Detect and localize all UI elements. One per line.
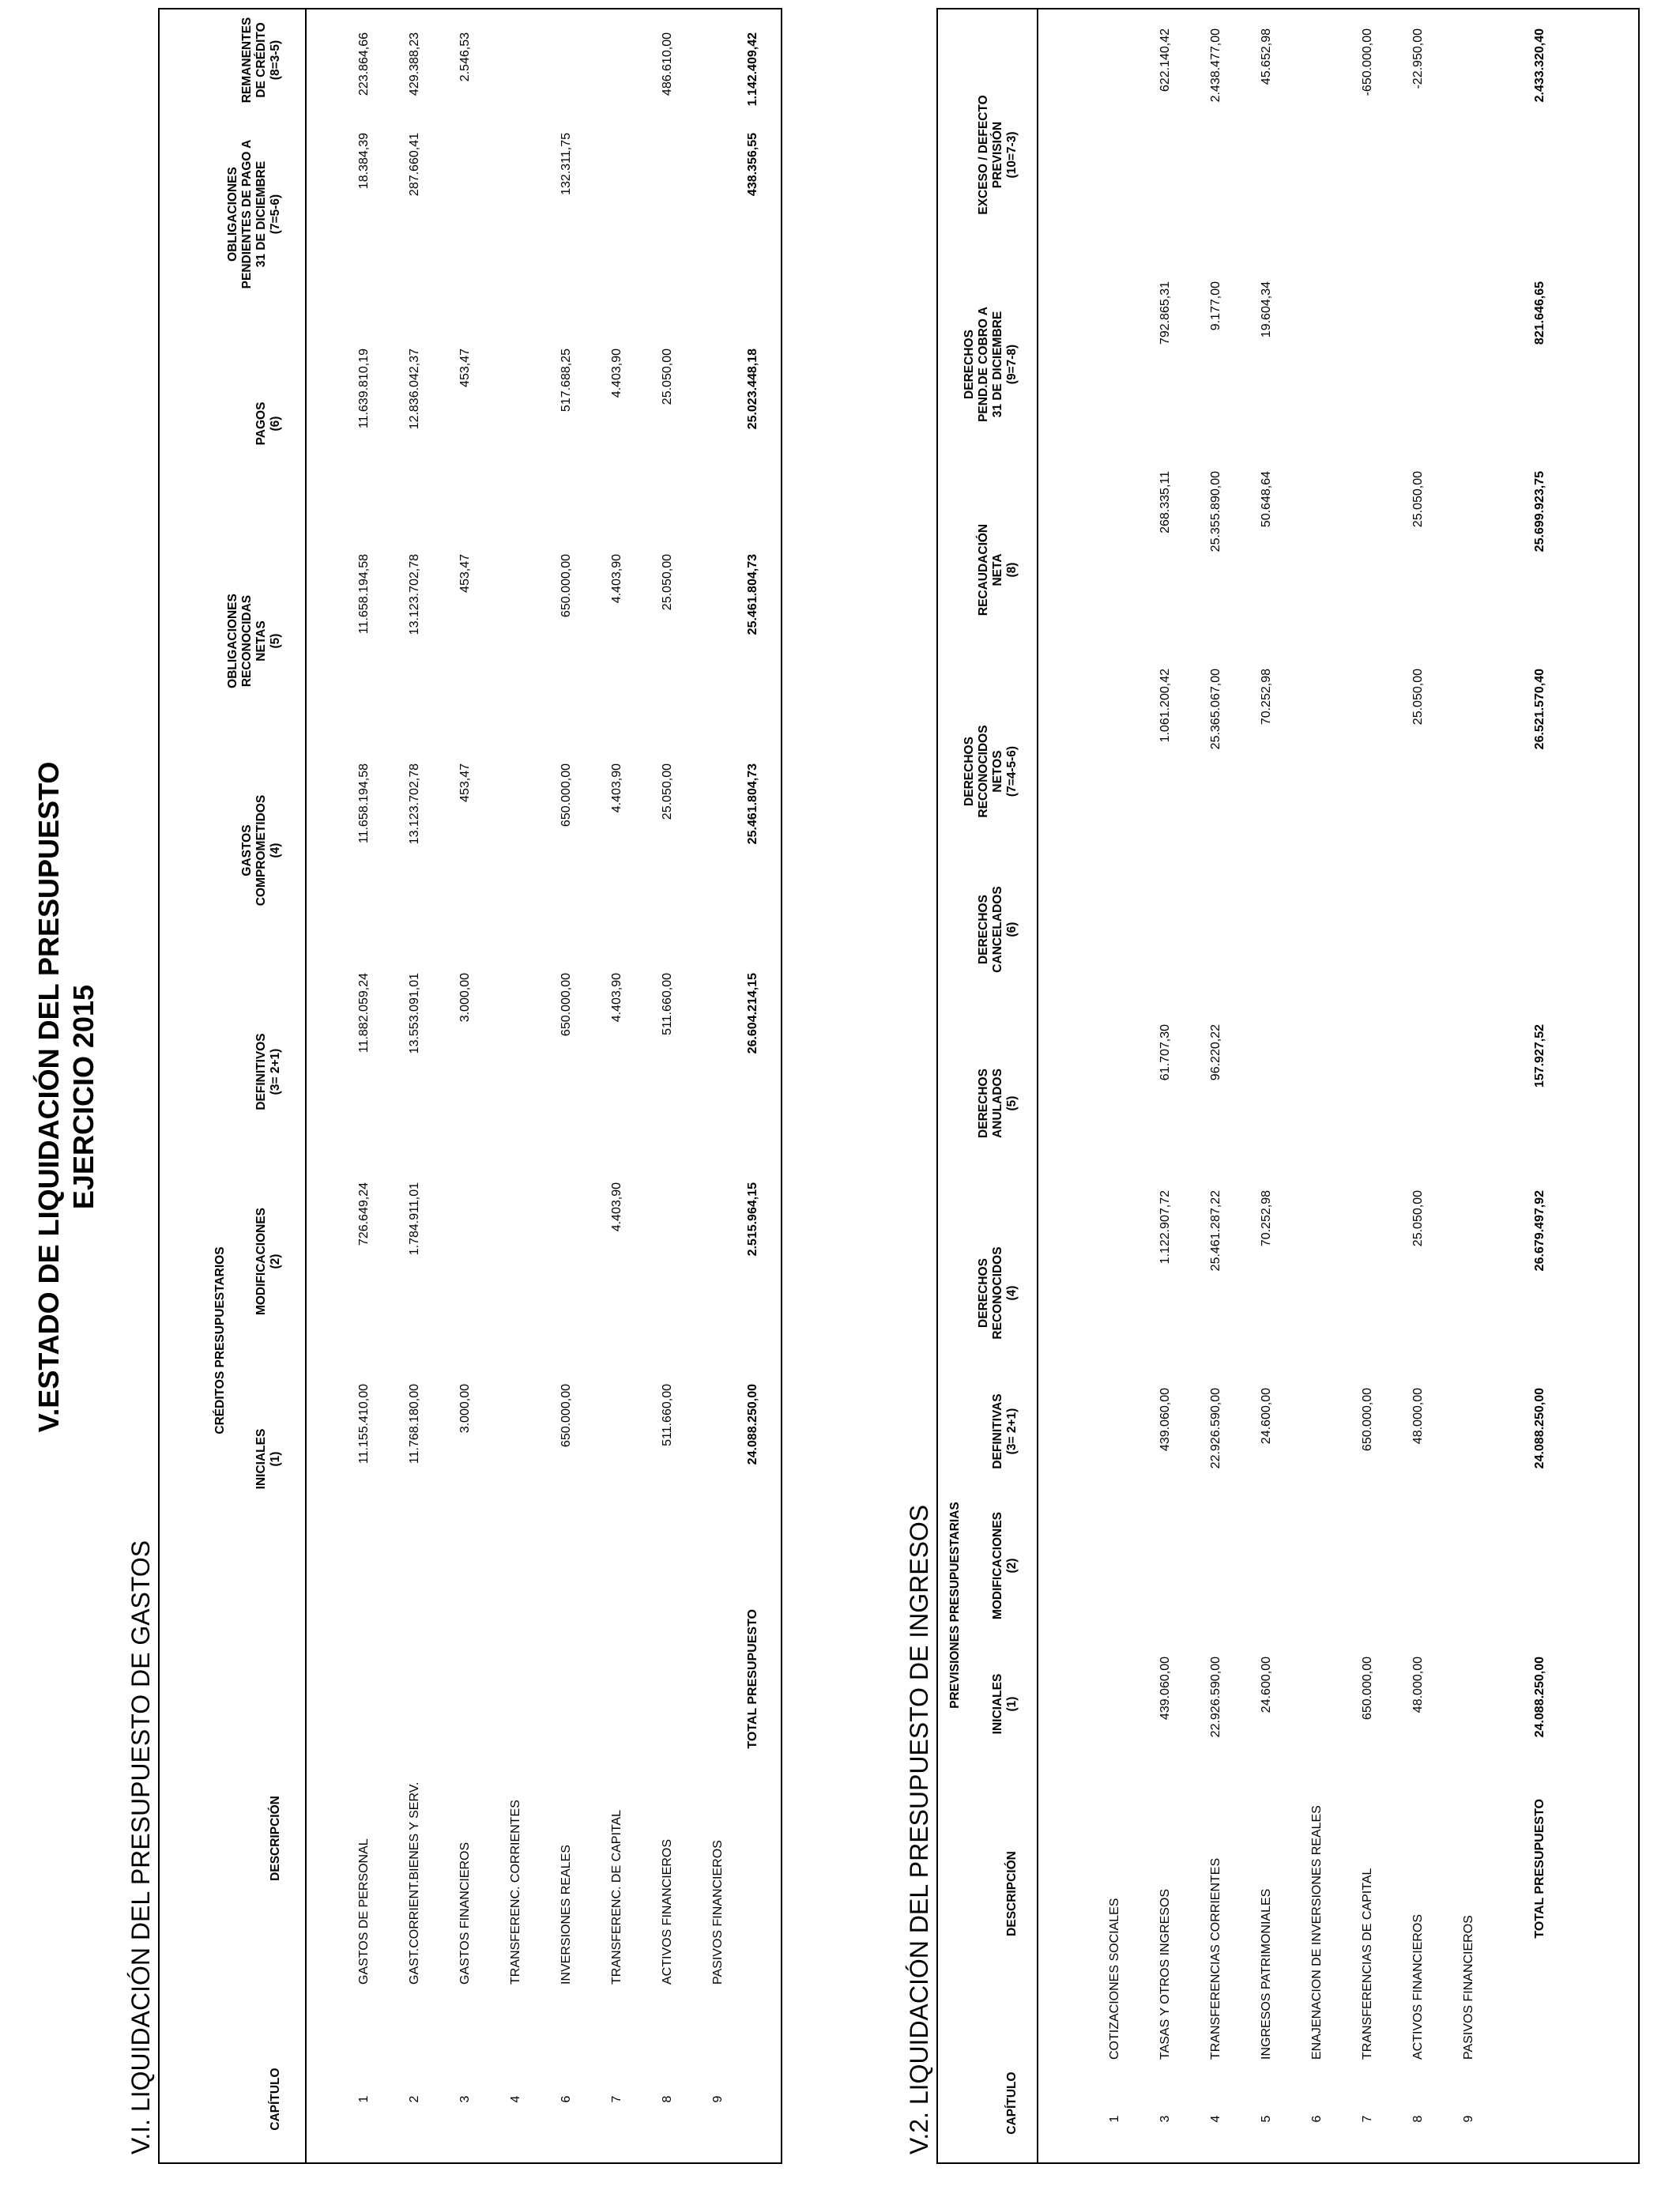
gastos-row-value: 650.000,00 (559, 1384, 573, 1448)
ingresos-row-value: -22.950,00 (1411, 28, 1425, 89)
gastos-total-value: 24.088.250,00 (746, 1384, 759, 1465)
ingresos-header-c3 (991, 1376, 1019, 1487)
gastos-row-value: 132.311,75 (559, 133, 573, 195)
gastos-header-c8-line: DE CRÉDITO (254, 22, 268, 98)
ingresos-header-c9-line: 31 DE DICIEMBRE (991, 311, 1004, 418)
gastos-row-value: 25.050,00 (661, 349, 674, 405)
gastos-row-descripcion: GAST.CORRIENT.BIENES Y SERV. (408, 1781, 421, 1985)
ingresos-header-c8-line: RECAUDACIÓN (977, 523, 990, 616)
ingresos-total-value: 26.521.570,40 (1533, 669, 1546, 750)
ingresos-row-capitulo: 9 (1462, 2115, 1475, 2123)
gastos-header-c8-line: REMANENTES (240, 17, 254, 104)
ingresos-header-c9-line: (9=7-8) (1005, 344, 1019, 385)
gastos-row-value: 25.050,00 (661, 763, 674, 820)
ingresos-row-capitulo: 5 (1260, 2115, 1273, 2123)
gastos-header-c1 (254, 1388, 283, 1530)
gastos-row-value: 650.000,00 (559, 763, 573, 827)
ingresos-header-c3-line: DEFINITIVAS (991, 1393, 1004, 1469)
gastos-header-capitulo: CAPÍTULO (269, 2068, 282, 2131)
gastos-row-value: 3.000,00 (458, 1384, 472, 1434)
ingresos-row-value: 24.600,00 (1260, 1388, 1273, 1445)
gastos-row-descripcion: GASTOS FINANCIEROS (458, 1842, 472, 1985)
ingresos-row-value: 50.648,64 (1260, 471, 1273, 528)
ingresos-header-c5-line: DERECHOS (977, 1069, 990, 1138)
gastos-total-value: 1.142.409,42 (746, 32, 759, 107)
ingresos-row-value: 25.355.890,00 (1209, 471, 1222, 552)
gastos-row-capitulo: 3 (458, 2095, 472, 2103)
ingresos-row-capitulo: 4 (1209, 2115, 1222, 2123)
gastos-header-c3-line: DEFINITIVOS (254, 1033, 268, 1110)
gastos-row-capitulo: 7 (610, 2095, 623, 2103)
ingresos-header-c8 (977, 491, 1019, 649)
ingresos-header-c4-line: (4) (1005, 1285, 1019, 1301)
ingresos-header-c8-line: (8) (1005, 562, 1019, 578)
ingresos-row-value: 439.060,00 (1158, 1388, 1172, 1452)
gastos-header-c7-line: OBLIGACIONES (226, 167, 239, 262)
gastos-header-c5-line: RECONOCIDAS (240, 594, 254, 688)
ingresos-row-descripcion: ACTIVOS FINANCIEROS (1411, 1913, 1425, 2060)
ingresos-row-value: 25.050,00 (1411, 471, 1425, 528)
ingresos-row-capitulo: 7 (1361, 2115, 1374, 2123)
ingresos-header-c1-line: (1) (1005, 1696, 1019, 1712)
ingresos-row-value: 70.252,98 (1260, 669, 1273, 726)
ingresos-row-descripcion: COTIZACIONES SOCIALES (1108, 1898, 1121, 2060)
ingresos-header-rule (1037, 8, 1038, 2164)
ingresos-row-value: 9.177,00 (1209, 281, 1222, 331)
ingresos-row-value: 25.461.287,22 (1209, 1190, 1222, 1272)
gastos-header-c3-line: (3= 2+1) (269, 1048, 282, 1095)
ingresos-header-c1-line: INICIALES (991, 1673, 1004, 1735)
ingresos-header-c10-line: EXCESO / DEFECTO (977, 95, 990, 215)
ingresos-row-capitulo: 3 (1158, 2115, 1172, 2123)
ingresos-row-capitulo: 6 (1310, 2115, 1324, 2123)
ingresos-header-c4-line: RECONOCIDOS (991, 1246, 1004, 1340)
gastos-header-c5 (226, 558, 283, 724)
ingresos-row-value: 48.000,00 (1411, 1657, 1425, 1713)
ingresos-header-c2-line: MODIFICACIONES (991, 1511, 1004, 1620)
gastos-row-capitulo: 9 (711, 2095, 725, 2103)
ingresos-header-c5-line: (5) (1005, 1095, 1019, 1111)
gastos-header-c6-line: PAGOS (254, 401, 268, 446)
ingresos-header-c7-line: NETOS (991, 750, 1004, 793)
ingresos-header-c6-line: (6) (1005, 922, 1019, 937)
gastos-row-value: 11.768.180,00 (408, 1384, 421, 1465)
ingresos-row-value: 1.122.907,72 (1158, 1190, 1172, 1265)
ingresos-header-c10 (977, 52, 1019, 258)
ingresos-row-value: 25.050,00 (1411, 669, 1425, 726)
gastos-header-c2-line: MODIFICACIONES (254, 1207, 268, 1316)
ingresos-total-value: 25.699.923,75 (1533, 471, 1546, 552)
gastos-row-value: 453,47 (458, 554, 472, 593)
ingresos-row-value: 22.926.590,00 (1209, 1388, 1222, 1469)
gastos-section-title: V.I. LIQUIDACIÓN DEL PRESUPUESTO DE GASTOS (126, 1540, 155, 2154)
gastos-row-value: 25.050,00 (661, 554, 674, 611)
gastos-header-c8-line: (8=3-5) (269, 40, 282, 81)
gastos-header-c5-line: NETAS (254, 620, 268, 662)
gastos-header-c1-line: (1) (269, 1451, 282, 1467)
ingresos-header-c6 (977, 858, 1019, 1001)
ingresos-header-c9-line: PEND.DE COBRO A (977, 307, 990, 422)
ingresos-header-c5-line: ANULADOS (991, 1069, 1004, 1138)
gastos-header-c7 (226, 123, 283, 305)
main-title-line1: V.ESTADO DE LIQUIDACIÓN DEL PRESUPUESTO (32, 761, 65, 1433)
ingresos-header-c2-line: (2) (1005, 1558, 1019, 1574)
ingresos-header-c5 (977, 1040, 1019, 1167)
ingresos-row-descripcion: TRANSFERENCIAS DE CAPITAL (1361, 1868, 1374, 2060)
ingresos-header-c9 (962, 273, 1019, 455)
ingresos-row-value: 439.060,00 (1158, 1657, 1172, 1721)
ingresos-row-value: 61.707,30 (1158, 1024, 1172, 1081)
gastos-row-value: 4.403,90 (610, 763, 623, 813)
ingresos-header-c8-line: NETA (991, 553, 1004, 586)
gastos-row-descripcion: PASIVOS FINANCIEROS (711, 1840, 725, 1985)
gastos-row-value: 517.688,25 (559, 349, 573, 413)
gastos-row-value: 511.660,00 (661, 1384, 674, 1446)
gastos-row-value: 4.403,90 (610, 1182, 623, 1232)
gastos-row-capitulo: 1 (357, 2095, 371, 2103)
ingresos-header-capitulo: CAPÍTULO (1005, 2071, 1019, 2135)
gastos-header-c4-line: (4) (269, 843, 282, 858)
ingresos-row-value: 24.600,00 (1260, 1657, 1273, 1713)
ingresos-row-value: 25.050,00 (1411, 1190, 1425, 1247)
ingresos-row-value: 268.335,11 (1158, 471, 1172, 533)
gastos-total-value: 26.604.214,15 (746, 973, 759, 1054)
gastos-row-value: 4.403,90 (610, 554, 623, 604)
gastos-row-descripcion: GASTOS DE PERSONAL (357, 1838, 371, 1985)
gastos-row-value: 650.000,00 (559, 973, 573, 1037)
gastos-row-value: 511.660,00 (661, 973, 674, 1035)
gastos-row-value: 11.658.194,58 (357, 554, 371, 635)
gastos-row-capitulo: 4 (509, 2095, 522, 2103)
gastos-row-value: 2.546,53 (458, 32, 472, 82)
ingresos-header-c1 (991, 1653, 1019, 1755)
gastos-header-c7-line: 31 DE DICIEMBRE (254, 160, 268, 268)
gastos-row-value: 12.836.042,37 (408, 349, 421, 430)
ingresos-header-c7-line: (7=4-5-6) (1005, 745, 1019, 797)
gastos-row-value: 453,47 (458, 349, 472, 387)
gastos-total-value: 25.023.448,18 (746, 349, 759, 430)
ingresos-row-value: 70.252,98 (1260, 1190, 1273, 1247)
gastos-header-c4 (240, 767, 283, 933)
gastos-header-c4-line: GASTOS (240, 824, 254, 876)
gastos-total-value: 2.515.964,15 (746, 1182, 759, 1257)
ingresos-row-value: 25.365.067,00 (1209, 669, 1222, 750)
gastos-header-descripcion: DESCRIPCIÓN (269, 1796, 282, 1881)
ingresos-row-value: 650.000,00 (1361, 1657, 1374, 1721)
gastos-row-capitulo: 2 (408, 2095, 421, 2103)
gastos-header-c7-line: PENDIENTES DE PAGO A (240, 139, 254, 289)
ingresos-row-capitulo: 8 (1411, 2115, 1425, 2123)
gastos-row-value: 4.403,90 (610, 349, 623, 398)
ingresos-header-c6-line: DERECHOS (977, 895, 990, 964)
ingresos-row-descripcion: TRANSFERENCIAS CORRIENTES (1209, 1857, 1222, 2060)
gastos-header-c3 (254, 1001, 283, 1143)
gastos-row-capitulo: 8 (661, 2095, 674, 2103)
ingresos-total-value: 821.646,65 (1533, 281, 1546, 345)
ingresos-header-c3-line: (3= 2+1) (1005, 1408, 1019, 1455)
gastos-header-c6 (254, 360, 283, 487)
gastos-row-descripcion: TRANSFERENC. DE CAPITAL (610, 1809, 623, 1985)
ingresos-header-group: PREVISIONES PRESUPUESTARIAS (948, 1502, 962, 1709)
ingresos-row-capitulo: 1 (1108, 2115, 1121, 2123)
gastos-row-value: 13.123.702,78 (408, 554, 421, 635)
gastos-header-c2-line: (2) (269, 1253, 282, 1269)
gastos-row-value: 11.639.810,19 (357, 349, 371, 429)
ingresos-header-descripcion: DESCRIPCIÓN (1005, 1851, 1019, 1936)
gastos-header-c4-line: COMPROMETIDOS (254, 794, 268, 907)
ingresos-row-descripcion: INGRESOS PATRIMONIALES (1260, 1888, 1273, 2060)
gastos-header-c5-line: OBLIGACIONES (226, 594, 239, 688)
main-title (32, 0, 101, 2194)
ingresos-total-value: 2.433.320,40 (1533, 28, 1546, 103)
gastos-row-value: 11.658.194,58 (357, 763, 371, 844)
ingresos-row-value: -650.000,00 (1361, 28, 1374, 96)
ingresos-header-c2 (991, 1491, 1019, 1641)
ingresos-row-descripcion: PASIVOS FINANCIEROS (1462, 1915, 1475, 2060)
ingresos-header-c7-line: RECONOCIDOS (977, 725, 990, 818)
ingresos-total-value: 24.088.250,00 (1533, 1657, 1546, 1738)
gastos-header-c7-line: (7=5-6) (269, 194, 282, 235)
gastos-header-rule (305, 8, 307, 2164)
ingresos-header-c10-line: PREVISIÓN (991, 121, 1004, 189)
gastos-header-c8 (240, 13, 283, 107)
gastos-total-value: 438.356,55 (746, 133, 759, 197)
ingresos-row-value: 22.926.590,00 (1209, 1657, 1222, 1738)
ingresos-total-value: 26.679.497,92 (1533, 1190, 1546, 1272)
ingresos-row-value: 19.604,34 (1260, 281, 1273, 338)
ingresos-row-value: 1.061.200,42 (1158, 669, 1172, 743)
gastos-row-value: 3.000,00 (458, 973, 472, 1023)
ingresos-row-value: 622.140,42 (1158, 28, 1172, 92)
gastos-row-value: 11.882.059,24 (357, 973, 371, 1054)
gastos-header-c1-line: INICIALES (254, 1428, 268, 1490)
gastos-row-descripcion: INVERSIONES REALES (559, 1845, 573, 1985)
ingresos-row-value: 650.000,00 (1361, 1388, 1374, 1452)
gastos-row-value: 4.403,90 (610, 973, 623, 1023)
gastos-row-value: 223.864,66 (357, 32, 371, 96)
ingresos-total-value: 24.088.250,00 (1533, 1388, 1546, 1469)
ingresos-row-value: 48.000,00 (1411, 1388, 1425, 1445)
gastos-row-value: 429.388,23 (408, 32, 421, 96)
gastos-row-value: 1.784.911,01 (408, 1182, 421, 1256)
gastos-header-c2 (254, 1182, 283, 1340)
ingresos-row-value: 45.652,98 (1260, 28, 1273, 85)
ingresos-header-c4-line: DERECHOS (977, 1258, 990, 1328)
gastos-row-value: 13.123.702,78 (408, 763, 421, 845)
gastos-row-value: 11.155.410,00 (357, 1384, 371, 1465)
gastos-header-c6-line: (6) (269, 416, 282, 432)
gastos-row-value: 726.649,24 (357, 1182, 371, 1246)
ingresos-section-title: V.2. LIQUIDACIÓN DEL PRESUPUESTO DE INGRESOS (905, 1504, 933, 2154)
ingresos-row-value: 2.438.477,00 (1209, 28, 1222, 103)
main-title-line2: EJERCICIO 2015 (67, 984, 100, 1210)
gastos-row-value: 486.610,00 (661, 32, 674, 96)
gastos-header-c5-line: (5) (269, 633, 282, 649)
gastos-row-descripcion: ACTIVOS FINANCIEROS (661, 1838, 674, 1985)
gastos-total-value: 25.461.804,73 (746, 554, 759, 635)
gastos-row-value: 18.384,39 (357, 133, 371, 190)
ingresos-total-label: TOTAL PRESUPUESTO (1533, 1799, 1546, 1939)
ingresos-header-c7-line: DERECHOS (962, 737, 976, 806)
gastos-header-group: CRÉDITOS PRESUPUESTARIOS (213, 1246, 227, 1434)
ingresos-row-value: 792.865,31 (1158, 281, 1172, 345)
ingresos-row-descripcion: TASAS Y OTROS INGRESOS (1158, 1888, 1172, 2060)
ingresos-header-c6-line: CANCELADOS (991, 886, 1004, 973)
gastos-total-label: TOTAL PRESUPUESTO (746, 1609, 759, 1749)
gastos-row-value: 650.000,00 (559, 554, 573, 618)
gastos-row-value: 453,47 (458, 763, 472, 802)
ingresos-row-value: 96.220,22 (1209, 1024, 1222, 1081)
ingresos-header-c10-line: (10=7-3) (1005, 131, 1019, 179)
ingresos-header-c7 (962, 692, 1019, 850)
ingresos-total-value: 157.927,52 (1533, 1024, 1546, 1088)
gastos-row-value: 13.553.091,01 (408, 973, 421, 1054)
ingresos-header-c9-line: DERECHOS (962, 330, 976, 399)
gastos-row-capitulo: 6 (559, 2095, 573, 2103)
ingresos-header-c4 (977, 1222, 1019, 1364)
gastos-row-value: 287.660,41 (408, 133, 421, 197)
gastos-total-value: 25.461.804,73 (746, 763, 759, 845)
gastos-row-descripcion: TRANSFERENC. CORRIENTES (509, 1800, 522, 1985)
ingresos-row-descripcion: ENAJENACION DE INVERSIONES REALES (1310, 1805, 1324, 2060)
